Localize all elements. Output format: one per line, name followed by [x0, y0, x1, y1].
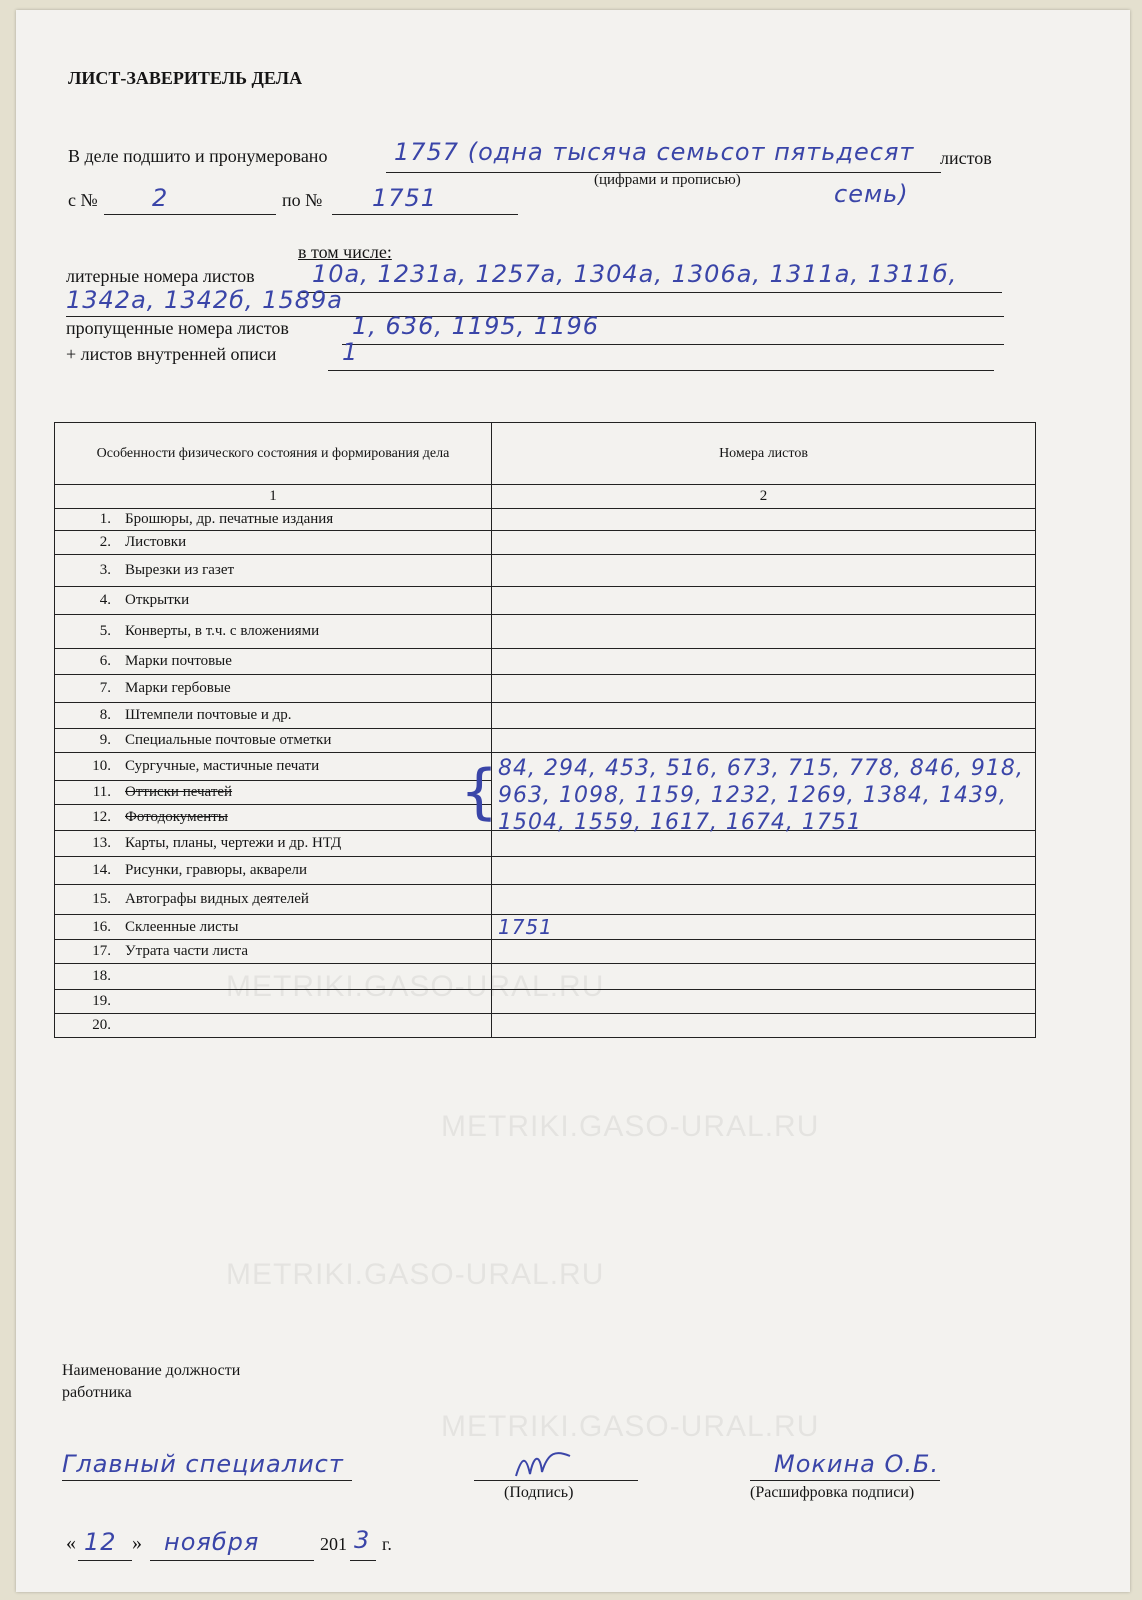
signature-caption: (Подпись) [504, 1484, 574, 1501]
table-row: 20. [55, 1014, 1036, 1038]
table-row: 9. Специальные почтовые отметки [55, 729, 1036, 753]
row-label: Штемпели почтовые и др. [125, 707, 292, 723]
table-row: 1. Брошюры, др. печатные издания [55, 509, 1036, 531]
signature-decode-caption: (Расшифровка подписи) [750, 1484, 915, 1501]
table-row: 3. Вырезки из газет [55, 555, 1036, 587]
row-label: Утрата части листа [125, 943, 249, 959]
row-label: Сургучные, мастичные печати [125, 758, 320, 774]
literal-values-line1: 10а, 1231а, 1257а, 1304а, 1306а, 1311а, 1311б, [312, 260, 958, 288]
sheet-count-label: В деле подшито и пронумеровано [68, 146, 328, 166]
date-year-prefix: 201 [320, 1534, 347, 1554]
row-label: Марки почтовые [125, 653, 232, 669]
col2-header: Номера листов [492, 423, 1036, 485]
col1-header: Особенности физического состояния и формирования дела [55, 423, 492, 485]
table-number-row [55, 485, 1036, 509]
row-label: Рисунки, гравюры, акварели [125, 862, 308, 878]
watermark: METRIKI.GASO-URAL.RU [441, 1110, 820, 1143]
date-day: 12 [84, 1528, 117, 1556]
table-row: 11. Оттиски печатей [55, 781, 1036, 805]
table-row: 14. Рисунки, гравюры, акварели [55, 857, 1036, 885]
date-year-suffix: г. [382, 1534, 392, 1554]
brace-mark: { [460, 757, 500, 827]
inventory-label: + листов внутренней описи [66, 344, 277, 364]
table-row: 8. Штемпели почтовые и др. [55, 703, 1036, 729]
date-year-digit: 3 [354, 1526, 371, 1554]
table-row: 13. Карты, планы, чертежи и др. НТД [55, 831, 1036, 857]
col2-number: 2 [492, 485, 1036, 509]
table-row: 19. [55, 990, 1036, 1014]
row-label: Листовки [125, 534, 187, 550]
document-title: ЛИСТ-ЗАВЕРИТЕЛЬ ДЕЛА [68, 68, 303, 88]
table-row: 15. Автографы видных деятелей [55, 885, 1036, 915]
row-label: Фотодокументы [125, 809, 228, 825]
date-month: ноября [164, 1528, 260, 1556]
count-hint: (цифрами и прописью) [594, 172, 741, 188]
sheet-count-value-cont: семь) [834, 180, 909, 208]
row-label: Брошюры, др. печатные издания [125, 511, 334, 527]
including-label: в том числе: [298, 242, 392, 262]
table-row: 16. Склеенные листы 1751 [55, 915, 1036, 940]
range-from-label: с № [68, 190, 98, 210]
literal-values-line2: 1342а, 1342б, 1589а [66, 286, 343, 314]
literal-label: литерные номера листов [66, 266, 255, 286]
row-label: Вырезки из газет [125, 562, 235, 578]
watermark: METRIKI.GASO-URAL.RU [226, 1258, 605, 1291]
row-label: Открытки [125, 592, 190, 608]
document-sheet [16, 10, 1130, 1592]
inventory-value: 1 [342, 338, 359, 366]
skipped-label: пропущенные номера листов [66, 318, 289, 338]
row-label: Карты, планы, чертежи и др. НТД [125, 835, 342, 851]
signature-mark [512, 1446, 576, 1482]
date-open-quote: « [66, 1532, 76, 1554]
range-from-value: 2 [152, 184, 169, 212]
table-row: 17. Утрата части листа [55, 940, 1036, 964]
col1-number: 1 [55, 485, 492, 509]
table-row: 7. Марки гербовые [55, 675, 1036, 703]
table-row: 4. Открытки [55, 587, 1036, 615]
skipped-values: 1, 636, 1195, 1196 [352, 312, 600, 340]
row-label: Марки гербовые [125, 680, 231, 696]
table-row: 10. Сургучные, мастичные печати 84, 294, 453, 516, 673, 715, 778, 846, 918, 963, 1098, 1159, 1232, 1269, 1384, 1439, 1504, 1559, 1617, 1674, 1751 [55, 753, 1036, 781]
table-row: 5. Конверты, в т.ч. с вложениями [55, 615, 1036, 649]
row-label: Оттиски печатей [125, 784, 233, 800]
table-row: 6. Марки почтовые [55, 649, 1036, 675]
signature-decode-value: Мокина О.Б. [774, 1450, 940, 1478]
sheets-suffix: листов [940, 148, 992, 168]
watermark: METRIKI.GASO-URAL.RU [441, 1410, 820, 1443]
physical-condition-table [54, 422, 1036, 1038]
range-to-value: 1751 [372, 184, 438, 212]
table-row: 2. Листовки [55, 531, 1036, 555]
watermark: METRIKI.GASO-URAL.RU [226, 970, 605, 1003]
position-label: Наименование должности работника [62, 1362, 241, 1401]
row-label: Конверты, в т.ч. с вложениями [125, 623, 320, 639]
row-label: Специальные почтовые отметки [125, 732, 332, 748]
row-label: Автографы видных деятелей [125, 891, 309, 907]
table-row: 18. [55, 964, 1036, 990]
glued-sheet-number: 1751 [498, 915, 553, 939]
table-row: 12. Фотодокументы [55, 805, 1036, 831]
row-label: Склеенные листы [125, 918, 239, 935]
seal-sheet-numbers: 84, 294, 453, 516, 673, 715, 778, 846, 918, 963, 1098, 1159, 1232, 1269, 1384, 1439, 1504, 1559, 1617, 1674, 1751 [498, 756, 1024, 835]
sheet-count-value: 1757 (одна тысяча семьсот пятьдесят [394, 138, 915, 166]
position-value: Главный специалист [62, 1450, 344, 1478]
range-to-label: по № [282, 190, 323, 210]
date-close-quote: » [132, 1532, 142, 1554]
table-header-row [55, 423, 1036, 485]
